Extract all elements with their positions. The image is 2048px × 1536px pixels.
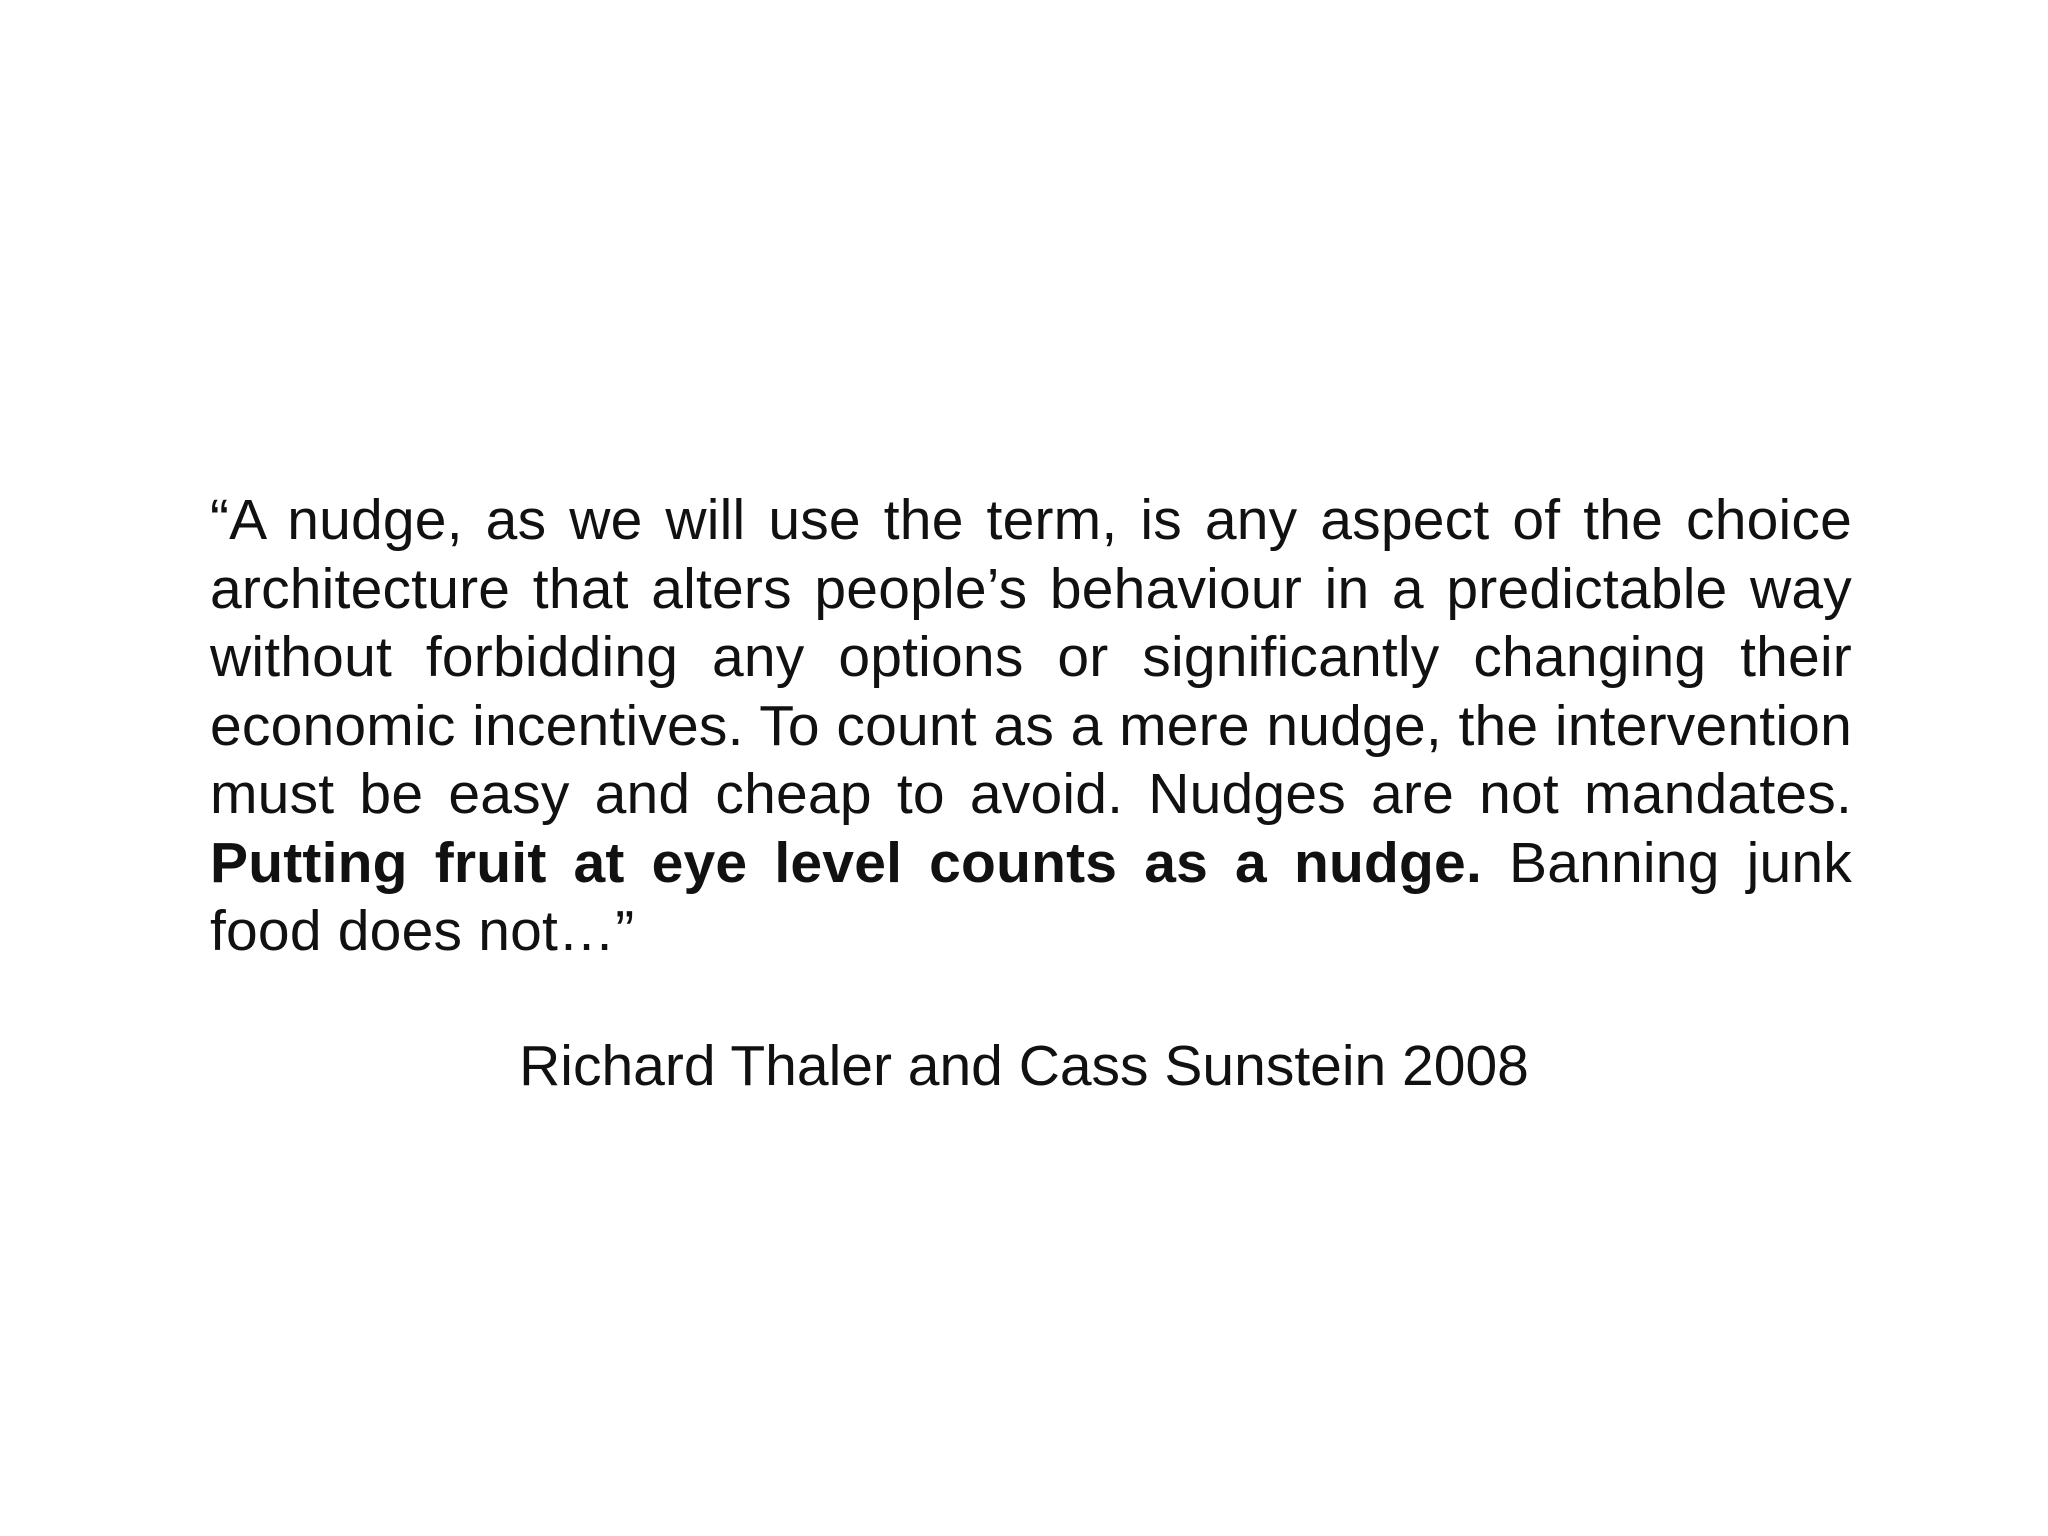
quote-attribution: Richard Thaler and Cass Sunstein 2008 (519, 1034, 1529, 1098)
quote-part-1: “A nudge, as we will use the term, is any aspect of the choice architecture that alters people’s behaviour in a predictable way without forbidding any options or significantly changing their economic incentives. To count as a mere nudge, the intervention must be easy and cheap to avoid. Nudges are not mandates. (210, 488, 1852, 826)
quote-text (210, 486, 1852, 966)
quote-emphasis: Putting fruit at eye level counts as a nudge. (210, 830, 1482, 895)
quote-part-2: Banning junk food does not…” (210, 830, 1852, 963)
